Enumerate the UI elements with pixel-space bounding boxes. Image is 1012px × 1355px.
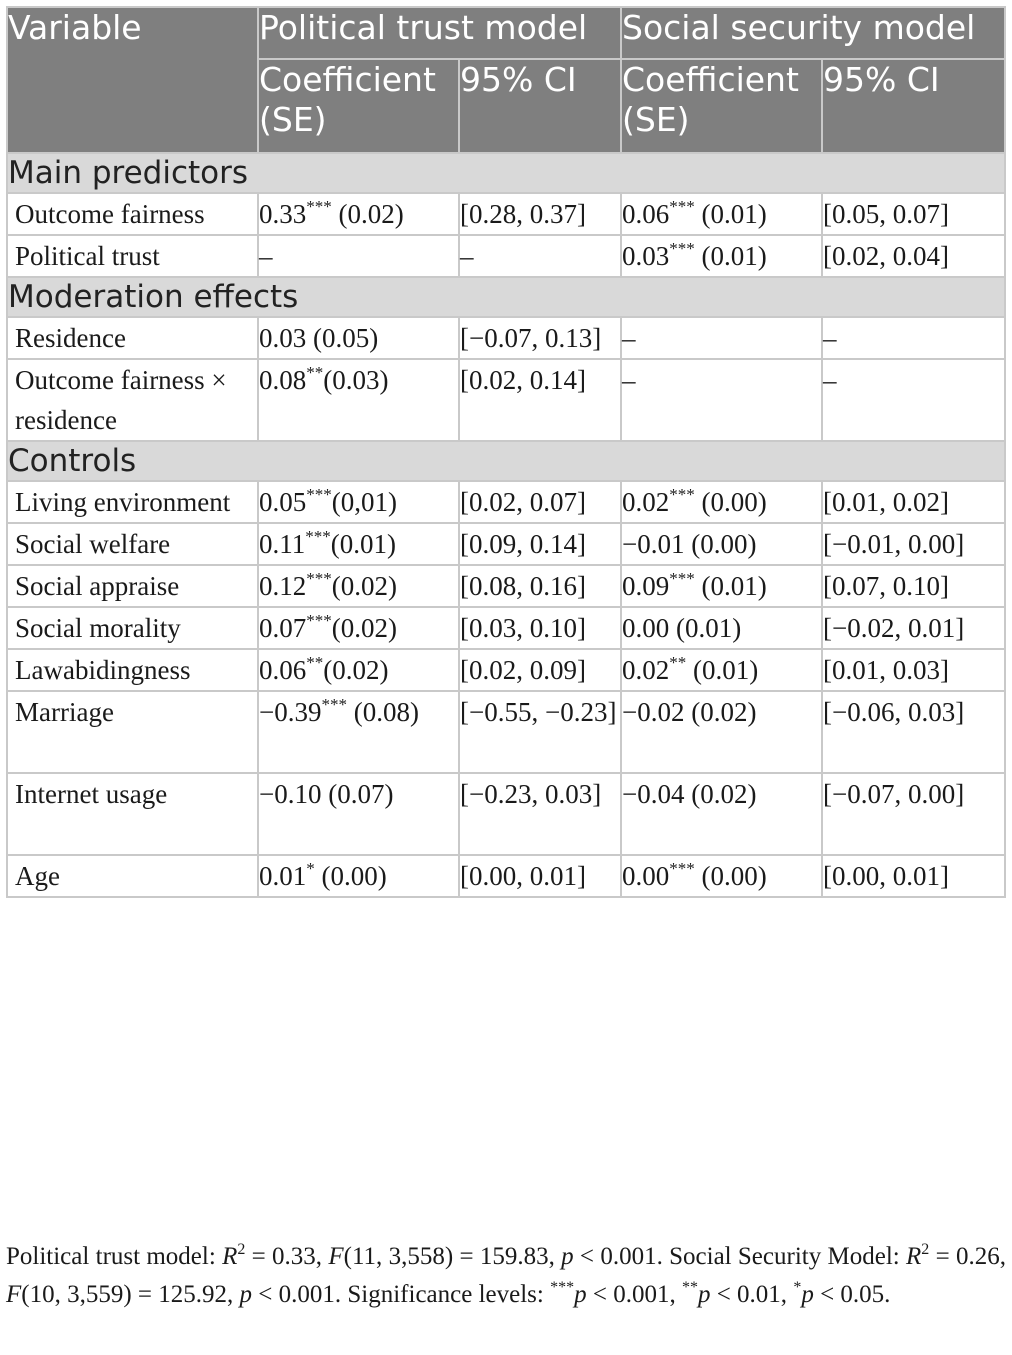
table-row bbox=[7, 855, 1005, 897]
pt-coefficient-cell-stars: * bbox=[306, 859, 315, 878]
pt-ci-cell: [0.03, 0.10] bbox=[459, 607, 621, 649]
ss-coefficient-cell bbox=[621, 193, 822, 235]
ss-coefficient-cell-value: 0.02 bbox=[622, 487, 670, 517]
pt-ci-cell: [0.09, 0.14] bbox=[459, 523, 621, 565]
pt-coefficient-cell bbox=[258, 607, 459, 649]
ss-coefficient-cell-value: −0.04 (0.02) bbox=[622, 779, 757, 809]
pt-coefficient-cell-stars: *** bbox=[306, 569, 332, 588]
row-label: Internet usage bbox=[7, 773, 258, 855]
pt-coefficient-cell-se: (0.00) bbox=[314, 861, 387, 891]
pt-coefficient-cell-stars: *** bbox=[306, 611, 332, 630]
ss-coefficient-cell-value: −0.02 (0.02) bbox=[622, 697, 757, 727]
ss-ci-cell: [0.05, 0.07] bbox=[822, 193, 1005, 235]
pt-coefficient-cell-stars: *** bbox=[321, 695, 347, 714]
table-body bbox=[7, 153, 1005, 897]
ss-ci-cell: – bbox=[822, 359, 1005, 441]
ss-coefficient-cell bbox=[621, 607, 822, 649]
ss-coefficient-cell-value: 0.00 bbox=[622, 861, 670, 891]
footnote-ss-f: (10, 3,559) = 125.92, bbox=[21, 1281, 240, 1308]
pt-ci-cell: [−0.55, −0.23] bbox=[459, 691, 621, 773]
header-pt-ci: 95% CI bbox=[459, 59, 621, 153]
ss-coefficient-cell-value: 0.02 bbox=[622, 655, 670, 685]
pt-coefficient-cell-stars: ** bbox=[306, 653, 324, 672]
ss-coefficient-cell bbox=[621, 773, 822, 855]
pt-coefficient-cell bbox=[258, 193, 459, 235]
ss-coefficient-cell-se: (0.00) bbox=[694, 487, 767, 517]
regression-table-container bbox=[6, 6, 1004, 898]
ss-coefficient-cell-value: 0.00 (0.01) bbox=[622, 613, 742, 643]
footnote-f-letter: F bbox=[328, 1243, 344, 1270]
ss-coefficient-cell-stars: *** bbox=[669, 569, 695, 588]
footnote-p-letter-5: p bbox=[801, 1281, 814, 1308]
regression-table bbox=[6, 6, 1006, 898]
ss-coefficient-cell bbox=[621, 649, 822, 691]
footnote-sig1: < 0.001, bbox=[586, 1281, 682, 1308]
row-label: Outcome fairness bbox=[7, 193, 258, 235]
pt-coefficient-cell-value: 0.03 (0.05) bbox=[259, 323, 379, 353]
table-row bbox=[7, 607, 1005, 649]
pt-coefficient-cell-stars: *** bbox=[306, 485, 332, 504]
ss-coefficient-cell bbox=[621, 565, 822, 607]
pt-coefficient-cell bbox=[258, 523, 459, 565]
pt-coefficient-cell-se: (0.02) bbox=[331, 613, 397, 643]
pt-coefficient-cell bbox=[258, 565, 459, 607]
ss-ci-cell: [0.07, 0.10] bbox=[822, 565, 1005, 607]
section-title: Main predictors bbox=[7, 153, 1005, 193]
pt-ci-cell: – bbox=[459, 235, 621, 277]
ss-ci-cell: [0.02, 0.04] bbox=[822, 235, 1005, 277]
footnote-sig2-stars: ** bbox=[681, 1279, 698, 1296]
row-label: Political trust bbox=[7, 235, 258, 277]
header-variable: Variable bbox=[7, 7, 258, 153]
table-row bbox=[7, 317, 1005, 359]
pt-coefficient-cell bbox=[258, 855, 459, 897]
ss-coefficient-cell bbox=[621, 235, 822, 277]
ss-coefficient-cell-value: – bbox=[622, 365, 636, 395]
pt-ci-cell: [0.28, 0.37] bbox=[459, 193, 621, 235]
ss-coefficient-cell-value: 0.06 bbox=[622, 199, 670, 229]
footnote-pt-f: (11, 3,558) = 159.83, bbox=[343, 1243, 562, 1270]
footnote-pt-r2: = 0.33, bbox=[245, 1243, 329, 1270]
pt-coefficient-cell bbox=[258, 691, 459, 773]
table-row bbox=[7, 235, 1005, 277]
pt-coefficient-cell-value: 0.06 bbox=[259, 655, 307, 685]
pt-coefficient-cell-se: (0.03) bbox=[323, 365, 389, 395]
pt-coefficient-cell-stars: *** bbox=[305, 527, 331, 546]
ss-coefficient-cell-value: −0.01 (0.00) bbox=[622, 529, 757, 559]
pt-coefficient-cell-value: 0.07 bbox=[259, 613, 307, 643]
section-title: Controls bbox=[7, 441, 1005, 481]
footnote-sig3: < 0.05. bbox=[813, 1281, 891, 1308]
ss-ci-cell: [0.01, 0.03] bbox=[822, 649, 1005, 691]
footnote-r-exp: 2 bbox=[237, 1241, 246, 1258]
ss-coefficient-cell-stars: *** bbox=[669, 239, 695, 258]
ss-ci-cell: [−0.01, 0.00] bbox=[822, 523, 1005, 565]
row-label: Social morality bbox=[7, 607, 258, 649]
section-row bbox=[7, 153, 1005, 193]
pt-coefficient-cell-value: 0.33 bbox=[259, 199, 307, 229]
footnote-pt-p: < 0.001. Social Security Model: bbox=[573, 1243, 907, 1270]
pt-coefficient-cell-value: 0.05 bbox=[259, 487, 307, 517]
row-label: Marriage bbox=[7, 691, 258, 773]
pt-ci-cell: [−0.23, 0.03] bbox=[459, 773, 621, 855]
pt-coefficient-cell-value: – bbox=[259, 241, 273, 271]
ss-ci-cell: [−0.02, 0.01] bbox=[822, 607, 1005, 649]
table-row bbox=[7, 359, 1005, 441]
ss-ci-cell: [0.00, 0.01] bbox=[822, 855, 1005, 897]
footnote-p-letter: p bbox=[561, 1243, 574, 1270]
ss-coefficient-cell bbox=[621, 523, 822, 565]
pt-coefficient-cell-se: (0.02) bbox=[323, 655, 389, 685]
ss-coefficient-cell bbox=[621, 481, 822, 523]
footnote-r-letter-2: R bbox=[906, 1243, 922, 1270]
ss-ci-cell: – bbox=[822, 317, 1005, 359]
pt-coefficient-cell-se: (0.01) bbox=[330, 529, 396, 559]
pt-coefficient-cell bbox=[258, 481, 459, 523]
ss-ci-cell: [0.01, 0.02] bbox=[822, 481, 1005, 523]
ss-coefficient-cell bbox=[621, 691, 822, 773]
ss-coefficient-cell-stars: ** bbox=[669, 653, 687, 672]
ss-coefficient-cell bbox=[621, 855, 822, 897]
table-row bbox=[7, 523, 1005, 565]
table-row bbox=[7, 565, 1005, 607]
header-social-security-model: Social security model bbox=[621, 7, 1005, 59]
pt-coefficient-cell bbox=[258, 235, 459, 277]
footnote-ss-p: < 0.001. Significance levels: bbox=[252, 1281, 551, 1308]
ss-coefficient-cell-se: (0.01) bbox=[694, 241, 767, 271]
ss-coefficient-cell-se: (0.01) bbox=[694, 199, 767, 229]
footnote-ss-r2: = 0.26, bbox=[929, 1243, 1006, 1270]
pt-coefficient-cell-se: (0.08) bbox=[346, 697, 419, 727]
ss-coefficient-cell-value: 0.09 bbox=[622, 571, 670, 601]
table-row bbox=[7, 481, 1005, 523]
pt-coefficient-cell bbox=[258, 773, 459, 855]
footnote-p-letter-4: p bbox=[697, 1281, 711, 1308]
ss-coefficient-cell-se: (0.01) bbox=[686, 655, 759, 685]
pt-coefficient-cell-se: (0,01) bbox=[331, 487, 397, 517]
pt-coefficient-cell-stars: ** bbox=[306, 363, 324, 382]
footnote-r-exp-2: 2 bbox=[921, 1241, 930, 1258]
header-political-trust-model: Political trust model bbox=[258, 7, 621, 59]
ss-coefficient-cell-value: 0.03 bbox=[622, 241, 670, 271]
row-label: Residence bbox=[7, 317, 258, 359]
pt-ci-cell: [0.00, 0.01] bbox=[459, 855, 621, 897]
row-label: Lawabidingness bbox=[7, 649, 258, 691]
table-row bbox=[7, 193, 1005, 235]
table-row bbox=[7, 691, 1005, 773]
pt-coefficient-cell-se: (0.02) bbox=[331, 199, 404, 229]
footnote-sig3-stars: * bbox=[793, 1279, 802, 1296]
ss-coefficient-cell-value: – bbox=[622, 323, 636, 353]
footnote-sig2: < 0.01, bbox=[710, 1281, 794, 1308]
ss-coefficient-cell-se: (0.01) bbox=[694, 571, 767, 601]
pt-coefficient-cell-value: −0.10 (0.07) bbox=[259, 779, 394, 809]
pt-ci-cell: [0.08, 0.16] bbox=[459, 565, 621, 607]
ss-coefficient-cell-stars: *** bbox=[669, 197, 695, 216]
pt-coefficient-cell-stars: *** bbox=[306, 197, 332, 216]
pt-coefficient-cell bbox=[258, 649, 459, 691]
pt-coefficient-cell bbox=[258, 359, 459, 441]
row-label: Living environment bbox=[7, 481, 258, 523]
section-row bbox=[7, 441, 1005, 481]
footnote-p-letter-2: p bbox=[239, 1281, 253, 1308]
pt-coefficient-cell bbox=[258, 317, 459, 359]
footnote-p-letter-3: p bbox=[574, 1281, 587, 1308]
pt-ci-cell: [−0.07, 0.13] bbox=[459, 317, 621, 359]
pt-coefficient-cell-se: (0.02) bbox=[331, 571, 397, 601]
ss-ci-cell: [−0.06, 0.03] bbox=[822, 691, 1005, 773]
header-ss-coefficient: Coefficient (SE) bbox=[621, 59, 822, 153]
section-row bbox=[7, 277, 1005, 317]
pt-coefficient-cell-value: 0.12 bbox=[259, 571, 307, 601]
row-label: Age bbox=[7, 855, 258, 897]
ss-coefficient-cell-stars: *** bbox=[669, 859, 695, 878]
table-row bbox=[7, 773, 1005, 855]
section-title: Moderation effects bbox=[7, 277, 1005, 317]
ss-coefficient-cell-stars: *** bbox=[669, 485, 695, 504]
header-row-models bbox=[7, 7, 1005, 59]
ss-ci-cell: [−0.07, 0.00] bbox=[822, 773, 1005, 855]
pt-coefficient-cell-value: 0.11 bbox=[259, 529, 306, 559]
pt-coefficient-cell-value: 0.08 bbox=[259, 365, 307, 395]
row-label: Social welfare bbox=[7, 523, 258, 565]
footnote-f-letter-2: F bbox=[6, 1281, 22, 1308]
row-label: Social appraise bbox=[7, 565, 258, 607]
ss-coefficient-cell bbox=[621, 317, 822, 359]
pt-coefficient-cell-value: −0.39 bbox=[259, 697, 322, 727]
footnote-r-letter: R bbox=[222, 1243, 238, 1270]
table-footnote bbox=[6, 1238, 1006, 1314]
footnote-pt-label: Political trust model: bbox=[6, 1243, 223, 1270]
table-row bbox=[7, 649, 1005, 691]
pt-ci-cell: [0.02, 0.14] bbox=[459, 359, 621, 441]
header-ss-ci: 95% CI bbox=[822, 59, 1005, 153]
header-pt-coefficient: Coefficient (SE) bbox=[258, 59, 459, 153]
row-label: Outcome fairness × residence bbox=[7, 359, 258, 441]
ss-coefficient-cell-se: (0.00) bbox=[694, 861, 767, 891]
pt-ci-cell: [0.02, 0.07] bbox=[459, 481, 621, 523]
footnote-sig1-stars: *** bbox=[550, 1279, 575, 1296]
pt-ci-cell: [0.02, 0.09] bbox=[459, 649, 621, 691]
pt-coefficient-cell-value: 0.01 bbox=[259, 861, 307, 891]
ss-coefficient-cell bbox=[621, 359, 822, 441]
